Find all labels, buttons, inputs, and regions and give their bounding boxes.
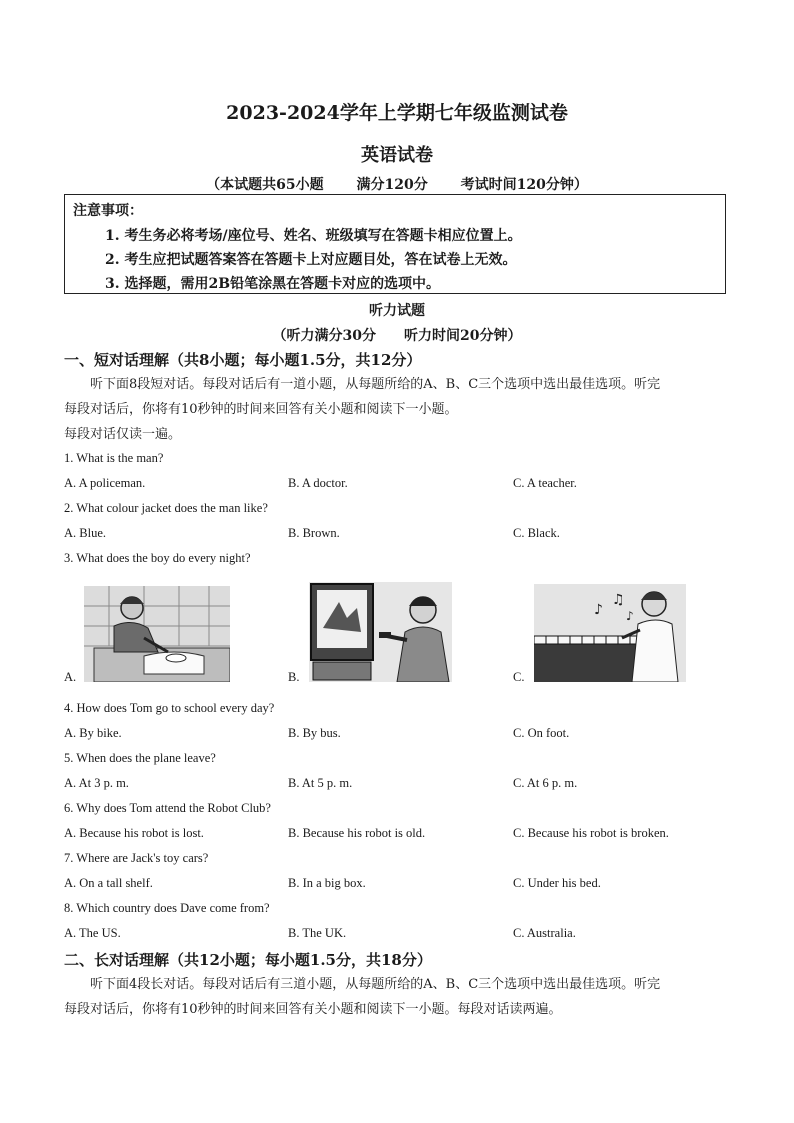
instruction-line: 每段对话后，你将有10秒钟的时间来回答有关小题和阅读下一小题。 — [64, 402, 458, 417]
section2-instructions — [64, 972, 724, 1022]
watching-tv-picture — [309, 582, 452, 682]
option-c: C. Because his robot is broken. — [513, 826, 669, 840]
option-b: B. Brown. — [288, 526, 340, 540]
option-c: C. Black. — [513, 526, 560, 540]
option-a: A. At 3 p. m. — [64, 776, 129, 790]
instruction-line: 听下面8段短对话。每段对话后有一道小题，从每题所给的A、B、C三个选项中选出最佳选项。听完 — [90, 377, 661, 392]
option-c: C. A teacher. — [513, 476, 577, 490]
exam-meta-time: 考试时间120分钟） — [460, 177, 588, 193]
exam-title: 2023-2024学年上学期七年级监测试卷 — [226, 102, 568, 124]
notice-item: 3. 选择题，需用2B铅笔涂黑在答题卡对应的选项中。 — [105, 276, 441, 292]
exam-meta-score: 满分120分 — [356, 177, 428, 193]
question-stem: 8. Which country does Dave come from? — [64, 901, 270, 915]
option-a: A. A policeman. — [64, 476, 146, 490]
question-stem: 1. What is the man? — [64, 451, 164, 465]
option-b: B. A doctor. — [288, 476, 348, 490]
option-a: A. Because his robot is lost. — [64, 826, 204, 840]
option-b: B. — [288, 670, 300, 684]
section1-instructions — [64, 372, 724, 447]
listening-meta: （听力满分30分 听力时间20分钟） — [272, 328, 522, 344]
instruction-line: 每段对话仅读一遍。 — [64, 427, 182, 442]
option-a: A. — [64, 670, 77, 684]
option-c: C. Under his bed. — [513, 876, 601, 890]
option-b: B. By bus. — [288, 726, 341, 740]
question-stem: 3. What does the boy do every night? — [64, 551, 251, 565]
listening-title: 听力试题 — [369, 303, 425, 319]
notice-heading: 注意事项： — [73, 203, 143, 219]
question-stem: 5. When does the plane leave? — [64, 751, 216, 765]
option-b: B. At 5 p. m. — [288, 776, 353, 790]
exam-meta-questions: （本试题共65小题 — [206, 177, 324, 193]
notice-item: 2. 考生应把试题答案答在答题卡上对应题目处，答在试卷上无效。 — [105, 252, 517, 268]
question-stem: 2. What colour jacket does the man like? — [64, 501, 268, 515]
section2-heading: 二、长对话理解（共12小题；每小题1.5分，共18分） — [64, 951, 432, 969]
washing-dishes-picture — [84, 586, 230, 682]
option-a: A. By bike. — [64, 726, 122, 740]
option-a: A. Blue. — [64, 526, 107, 540]
option-c: C. — [513, 670, 525, 684]
question-stem: 4. How does Tom go to school every day? — [64, 701, 275, 715]
option-b: B. Because his robot is old. — [288, 826, 426, 840]
question-stem: 6. Why does Tom attend the Robot Club? — [64, 801, 271, 815]
option-b: B. The UK. — [288, 926, 347, 940]
option-a: A. On a tall shelf. — [64, 876, 153, 890]
playing-piano-picture — [534, 584, 686, 682]
instruction-line: 每段对话后，你将有10秒钟的时间来回答有关小题和阅读下一小题。每段对话读两遍。 — [64, 1002, 562, 1017]
question-stem: 7. Where are Jack's toy cars? — [64, 851, 209, 865]
instruction-line: 听下面4段长对话。每段对话后有三道小题，从每题所给的A、B、C三个选项中选出最佳选项。听完 — [90, 977, 661, 992]
section1-heading: 一、短对话理解（共8小题；每小题1.5分，共12分） — [64, 351, 422, 369]
option-c: C. Australia. — [513, 926, 576, 940]
notice-item: 1. 考生务必将考场/座位号、姓名、班级填写在答题卡相应位置上。 — [105, 228, 522, 244]
option-a: A. The US. — [64, 926, 121, 940]
notice-box — [64, 194, 726, 294]
svg-text:♫: ♫ — [612, 592, 625, 608]
option-c: C. At 6 p. m. — [513, 776, 578, 790]
exam-subtitle: 英语试卷 — [361, 145, 433, 166]
option-b: B. In a big box. — [288, 876, 366, 890]
svg-text:♪: ♪ — [626, 609, 634, 623]
option-c: C. On foot. — [513, 726, 570, 740]
exam-meta — [0, 174, 794, 194]
svg-text:♪: ♪ — [594, 602, 603, 618]
